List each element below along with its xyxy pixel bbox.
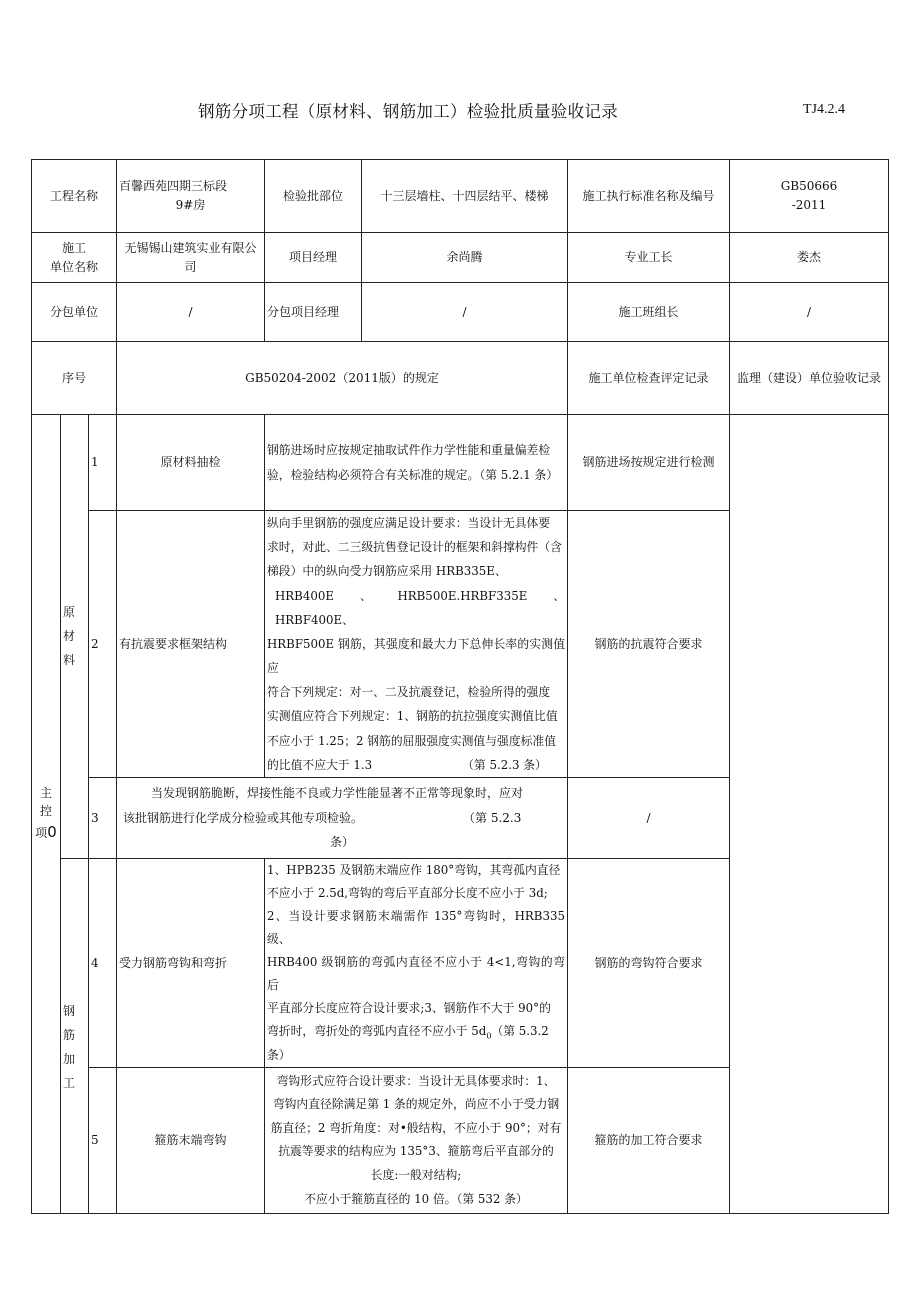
item-spec-line: HRBF500E 钢筋，其强度和最大力下总伸长率的实测值应 (267, 636, 565, 676)
foreman-label: 专业工长 (568, 233, 730, 283)
item-spec-clause: （第 5.2.3 条） (462, 757, 547, 772)
item-name: 原材料抽检 (117, 415, 265, 511)
item-spec-line: 长度:一般对结构; (370, 1167, 462, 1182)
company-value: 无锡锡山建筑实业有限公司 (117, 233, 265, 283)
item-spec-line: 验，检验结构必须符合有关标准的规定。（第 5.2.1 条） (267, 467, 559, 482)
item-spec (265, 1067, 568, 1213)
item-no: 2 (89, 511, 117, 778)
item-no: 4 (89, 858, 117, 1067)
item-spec-line: 平直部分长度应符合设计要求;3、钢筋作不大于 90°的 (267, 1000, 551, 1015)
company-label (32, 233, 117, 283)
item-spec (265, 858, 568, 1067)
item-spec-line: 钢筋进场时应按规定抽取试件作力学性能和重量偏差检 (267, 443, 551, 458)
main-control-group (32, 415, 61, 1214)
subcontractor-value: / (117, 283, 265, 342)
item-spec-line: 抗震等要求的结构应为 135°3、箍筋弯后平直部分的 (278, 1144, 554, 1159)
item-spec-line: HRB400 级钢筋的弯弧内直径不应小于 4<1,弯钩的弯后 (267, 954, 565, 992)
item-name: 有抗震要求框架结构 (117, 511, 265, 778)
item-spec-line: 纵向手里钢筋的强度应满足设计要求：当设计无具体要 (267, 516, 551, 530)
sub-project-manager-value: / (362, 283, 568, 342)
item-spec-line: 弯钩内直径除满足第 1 条的规定外，尚应不小于受力钢 (272, 1097, 560, 1112)
item-no: 1 (89, 415, 117, 511)
raw-material-char3: 料 (63, 653, 76, 668)
item-spec-line: 条） (329, 835, 354, 850)
item-spec (265, 415, 568, 511)
item-spec-line: 梯段）中的纵向受力钢筋应采用 HRB335E、 (267, 564, 507, 579)
raw-material-char1: 原 (63, 605, 76, 620)
processing-group (61, 858, 89, 1213)
standard-value-line2: -2011 (791, 198, 827, 212)
item-spec-line: 该批钢筋进行化学成分检验或其他专项检验。 (123, 810, 364, 825)
item-spec-line-wrap (119, 806, 565, 831)
item-spec-line: 2、当设计要求钢筋末端需作 135°弯钩时，HRB335 级、 (267, 908, 565, 946)
item-spec-line: 筋直径；2 弯折角度：对•般结构，不应小于 90°；对有 (270, 1120, 562, 1135)
project-manager-label: 项目经理 (265, 233, 362, 283)
raw-material-char2: 材 (63, 629, 76, 644)
item-spec-subscript: 0 (486, 1031, 492, 1041)
main-control-line2-wrap (34, 821, 58, 844)
item-no: 5 (89, 1067, 117, 1213)
item-spec-line: 弯钩形式应符合设计要求：当设计无具体要求时：1、 (276, 1073, 556, 1088)
standard-value-line1: GB50666 (780, 179, 838, 194)
standard-value (730, 160, 889, 233)
team-leader-label: 施工班组长 (568, 283, 730, 342)
spec-header: GB50204-2002（2011版）的规定 (117, 342, 568, 415)
item-check-record: 钢筋进场按规定进行检测 (568, 415, 730, 511)
inspection-record-table (31, 159, 889, 1214)
item-no: 3 (89, 777, 117, 858)
item-spec-line: 1、HPB235 及钢筋末端应作 180°弯钩，其弯孤内直径 (267, 862, 561, 877)
raw-material-group (61, 415, 89, 859)
item-spec-clause: （第 5.2.3 (463, 810, 522, 825)
processing-line2: 加工 (63, 1051, 76, 1090)
item-spec-line: 实测值应符合下列规定：1、钢筋的抗拉强度实测值比值 (267, 709, 558, 724)
project-name-line1: 百馨西苑四期三标段 (119, 179, 228, 194)
check-record-header: 施工单位检查评定记录 (568, 342, 730, 415)
form-code: TJ4.2.4 (803, 102, 845, 117)
table-row (32, 415, 889, 511)
project-name-label: 工程名称 (32, 160, 117, 233)
batch-part-value: 十三层墙柱、十四层结平、楼梯 (362, 160, 568, 233)
main-control-line1: 主 控 (39, 785, 52, 819)
acceptance-record-header: 监理（建设）单位验收记录 (730, 342, 889, 415)
item-name: 箍筋末端弯钩 (117, 1067, 265, 1213)
item-spec-line: 当发现钢筋脆断，焊接性能不良或力学性能显著不正常等现象时，应对 (151, 786, 524, 800)
item-spec-line: 不应小于 1.25；2 钢筋的屈服强度实测值与强度标准值 (267, 733, 557, 748)
standard-label: 施工执行标准名称及编号 (568, 160, 730, 233)
document-title: 钢筋分项工程（原材料、钢筋加工）检验批质量验收记录 (198, 102, 618, 121)
sub-project-manager-label: 分包项目经理 (265, 283, 362, 342)
item-check-record: 箍筋的加工符合要求 (568, 1067, 730, 1213)
item-spec (117, 777, 568, 858)
item-spec-line-wrap (267, 753, 565, 777)
item-spec-line-wrap (267, 1020, 565, 1044)
foreman-value: 娄杰 (730, 233, 889, 283)
project-name-line2: 9#房 (175, 198, 206, 212)
item-spec-line: 不应小于 2.5d,弯钩的弯后平直部分长度不应小于 3d; (267, 885, 548, 900)
processing-line1: 钢筋 (63, 1003, 76, 1042)
item-spec-line: 不应小于箍筋直径的 10 倍。（第 532 条） (304, 1191, 528, 1206)
item-spec-line: 条） (267, 1047, 291, 1062)
item-check-record: 钢筋的弯钩符合要求 (568, 858, 730, 1067)
item-spec-line: HRB400E、HRB500E.HRBF335E、HRBF400E、 (275, 588, 565, 627)
company-label-line2: 单位名称 (49, 259, 98, 274)
team-leader-value: / (730, 283, 889, 342)
company-label-line1: 施工 (61, 240, 86, 255)
item-spec-line: 弯折时，弯折处的弯弧内直径不应小于 5d (267, 1023, 487, 1038)
acceptance-record-cell (730, 415, 889, 1214)
main-control-line2: 项 (35, 825, 48, 840)
item-spec (265, 511, 568, 778)
item-spec-clause: （第 5.3.2 (491, 1023, 549, 1038)
item-check-record: / (568, 777, 730, 858)
item-name: 受力钢筋弯钩和弯折 (117, 858, 265, 1067)
item-check-record: 钢筋的抗震符合要求 (568, 511, 730, 778)
project-manager-value: 余尚腾 (362, 233, 568, 283)
batch-part-label: 检验批部位 (265, 160, 362, 233)
seq-header: 序号 (32, 342, 117, 415)
item-spec-line: 的比值不应大于 1.3 (267, 757, 373, 772)
item-spec-line: 符合下列规定：对一、二及抗震登记，检验所得的强度 (267, 685, 551, 700)
main-control-zero: 0 (47, 822, 57, 841)
subcontractor-label: 分包单位 (32, 283, 117, 342)
item-spec-line: 求时，对此、二三级抗售登记设计的框架和斜撑构件（含 (267, 540, 562, 555)
project-name-value (117, 160, 265, 233)
